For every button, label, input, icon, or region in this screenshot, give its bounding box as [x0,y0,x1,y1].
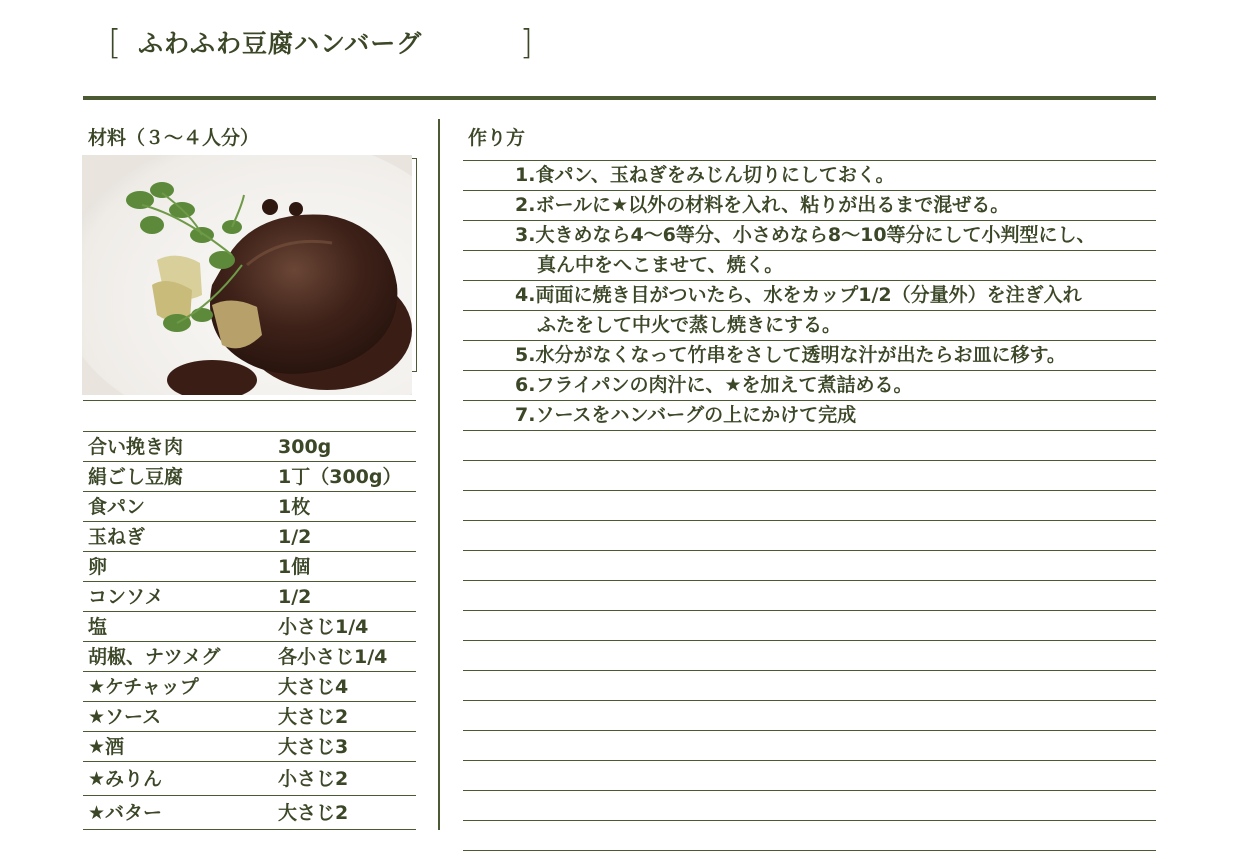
step-line-blank [463,491,1156,521]
recipe-title: ふわふわ豆腐ハンバーグ [138,29,423,58]
ingredients-table [83,400,416,830]
ingredient-name: 玉ねぎ [88,526,146,548]
step-text: 3.大きめなら4～6等分、小さめなら8～10等分にして小判型にし、 [515,224,1096,246]
table-row [83,522,416,552]
step-text: 2.ボールに★以外の材料を入れ、粘りが出るまで混ぜる。 [515,194,1010,216]
step-text: 6.フライパンの肉汁に、★を加えて煮詰める。 [515,374,913,396]
step-line [463,341,1156,371]
table-row [83,762,416,796]
ingredient-amount: 大さじ4 [278,676,349,698]
step-line-blank [463,611,1156,641]
table-row [83,492,416,522]
table-row [83,612,416,642]
step-line-blank [463,731,1156,761]
step-line [463,251,1156,281]
step-line [463,161,1156,191]
header-divider [83,96,1156,100]
step-line-blank [463,461,1156,491]
table-row [83,432,416,462]
ingredient-amount: 1丁（300g） [278,466,402,488]
step-line-blank [463,701,1156,731]
step-line [463,221,1156,251]
recipe-title-block [108,22,533,66]
ingredient-amount: 1個 [278,556,311,578]
ingredient-name: コンソメ [88,586,164,608]
step-text: 1.食パン、玉ねぎをみじん切りにしておく。 [515,164,895,186]
ingredient-amount: 各小さじ1/4 [278,646,388,668]
ingredient-amount: 1/2 [278,526,312,548]
step-text: 5.水分がなくなって竹串をさして透明な汁が出たらお皿に移す。 [515,344,1066,366]
step-line-blank [463,641,1156,671]
step-line-blank [463,581,1156,611]
step-text-continued: 真ん中をへこませて、焼く。 [537,254,784,276]
step-line-blank [463,431,1156,461]
step-line [463,371,1156,401]
step-line [463,401,1156,431]
ingredient-name: 胡椒、ナツメグ [88,646,221,668]
ingredient-name: ★酒 [88,736,125,758]
table-row [83,702,416,732]
step-line-blank [463,551,1156,581]
ingredient-amount: 大さじ2 [278,802,349,824]
ingredient-name: 卵 [88,556,108,578]
step-line [463,311,1156,341]
method-heading: 作り方 [468,127,526,149]
ingredient-name: 絹ごし豆腐 [88,466,184,488]
step-text-continued: ふたをして中火で蒸し焼きにする。 [537,314,842,336]
column-divider [438,119,440,830]
table-row-blank [83,401,416,432]
table-row [83,732,416,762]
step-line-blank [463,821,1156,851]
ingredient-amount: 小さじ1/4 [278,616,369,638]
table-row [83,796,416,830]
table-row [83,462,416,492]
title-bracket-open: [ [108,23,122,63]
title-bracket-close: ] [519,23,533,63]
ingredient-amount: 300g [278,436,332,458]
photo-frame [412,158,417,372]
ingredient-amount: 1枚 [278,496,311,518]
ingredient-amount: 1/2 [278,586,312,608]
step-text: 4.両面に焼き目がついたら、水をカップ1/2（分量外）を注ぎ入れ [515,284,1082,306]
ingredient-name: ★バター [88,802,163,824]
step-line-blank [463,761,1156,791]
table-row [83,642,416,672]
hamburg-steak-photo [82,155,412,395]
ingredient-name: 食パン [88,496,146,518]
ingredient-amount: 大さじ2 [278,706,349,728]
ingredient-name: ★ソース [88,706,162,728]
ingredient-name: 塩 [88,616,108,638]
step-line-blank [463,521,1156,551]
step-line [463,191,1156,221]
step-text: 7.ソースをハンバーグの上にかけて完成 [515,404,857,426]
ingredient-name: 合い挽き肉 [88,436,184,458]
step-line-blank [463,791,1156,821]
step-line-blank [463,671,1156,701]
ingredient-name: ★ケチャップ [88,676,199,698]
step-line [463,281,1156,311]
ingredient-name: ★みりん [88,768,163,790]
table-row [83,552,416,582]
table-row [83,672,416,702]
ingredient-amount: 小さじ2 [278,768,349,790]
ingredients-heading: 材料（３～４人分） [88,127,260,149]
table-row [83,582,416,612]
method-steps [463,160,1156,851]
ingredient-amount: 大さじ3 [278,736,349,758]
